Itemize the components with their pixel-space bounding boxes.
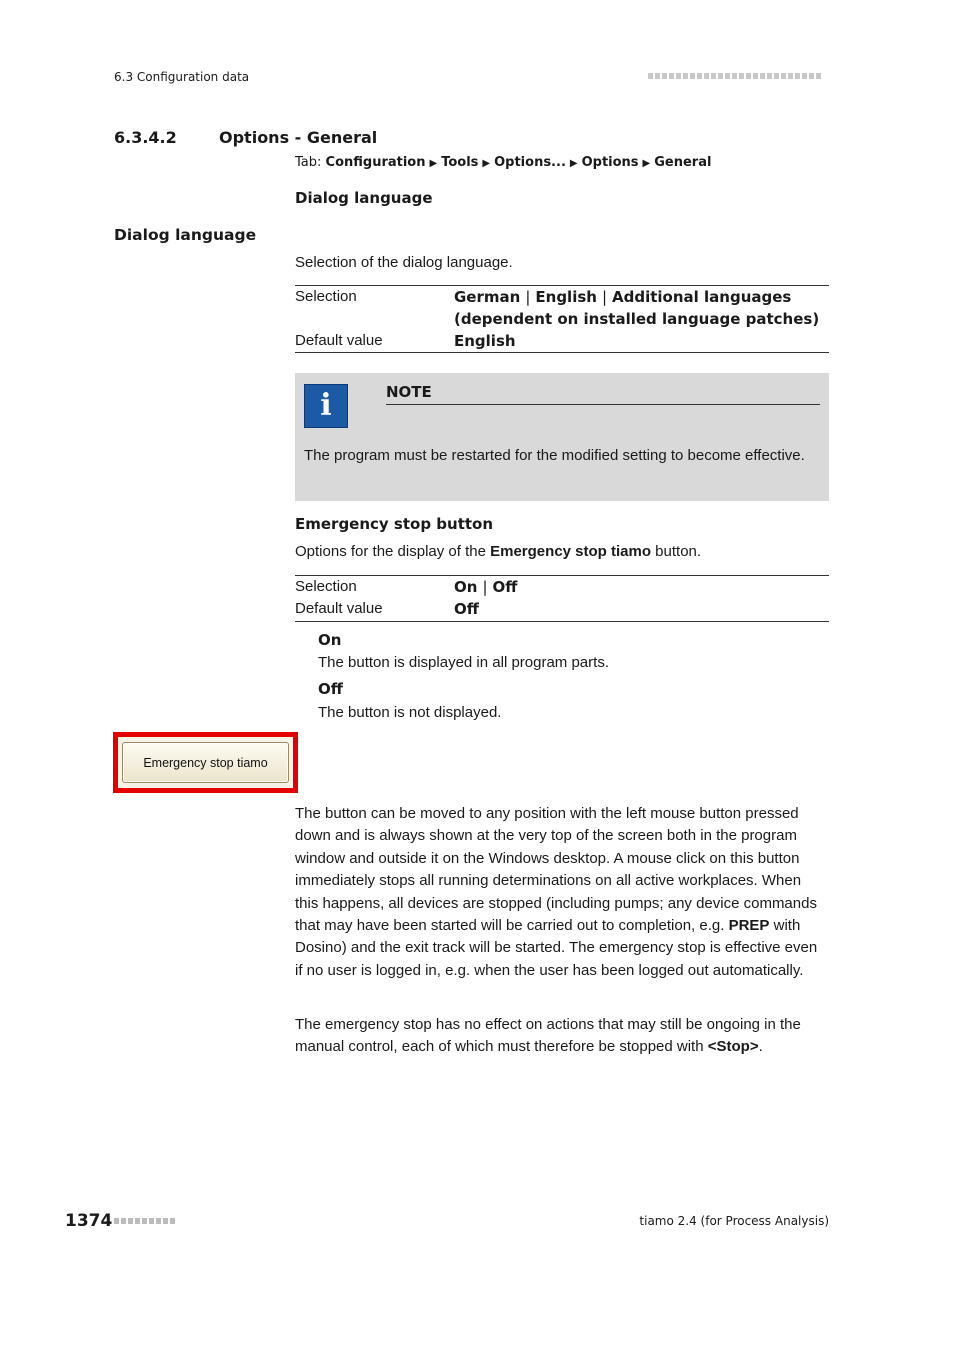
emergency-stop-screenshot (113, 732, 298, 793)
tab-path (295, 155, 711, 170)
tab-path-prefix: Tab: (295, 155, 322, 170)
selection-label: Selection (295, 288, 357, 305)
table-row (295, 576, 829, 598)
table-row (295, 330, 829, 352)
selection-note: (dependent on installed language patches) (454, 310, 820, 328)
note-text: The program must be restarted for the modified setting to become effective. (304, 447, 805, 464)
info-icon: i (304, 384, 348, 428)
option-desc-on: The button is displayed in all program parts. (318, 654, 609, 671)
selection-value: On (454, 578, 478, 596)
footer-decoration (114, 1218, 175, 1224)
table-row (295, 286, 829, 308)
tab-path-separator: ▶ (429, 158, 438, 169)
tab-path-separator: ▶ (642, 158, 651, 169)
tab-path-item: Configuration (325, 155, 426, 170)
note-title: NOTE (386, 383, 820, 405)
selection-value: Off (492, 578, 518, 596)
emergency-stop-heading: Emergency stop button (295, 515, 494, 533)
selection-value: German (454, 288, 521, 306)
selection-value: Additional languages (612, 288, 792, 306)
emergency-stop-paragraph-2: The emergency stop has no effect on actions that may still be ongoing in the manual control, each of which must therefore be stopped with <Stop>. (295, 1016, 801, 1056)
emergency-stop-paragraph-1: The button can be moved to any position with the left mouse button pressed down and is always shown at the very top of the screen both in the program window and outside it on the Windows desktop. A mouse click on this button immediately stops all running determinations on all active workplaces. When this happens, all devices are stopped (including pumps; any device commands that may have been started will be carried out to completion, e.g. PREP with Dosino) and the exit track will be started. The emergency stop is effective even if no user is logged in, e.g. when the user has been logged out automatically. (295, 805, 818, 979)
running-header: 6.3 Configuration data (114, 70, 250, 84)
default-label: Default value (295, 600, 383, 617)
default-value: English (454, 332, 516, 350)
emergency-stop-parameter-table (295, 575, 829, 622)
tab-path-item: Tools (441, 155, 479, 170)
tab-path-item: General (654, 155, 712, 170)
selection-values: German | English | Additional languages (454, 288, 792, 306)
page-number: 1374 (65, 1211, 113, 1231)
selection-value: English (535, 288, 597, 306)
tab-path-separator: ▶ (569, 158, 578, 169)
default-label: Default value (295, 332, 383, 349)
option-term-on: On (318, 631, 342, 649)
dialog-language-description: Selection of the dialog language. (295, 254, 513, 271)
header-decoration (648, 73, 821, 79)
note-box (295, 373, 829, 501)
table-row (295, 308, 829, 330)
option-desc-off: The button is not displayed. (318, 704, 502, 721)
selection-label: Selection (295, 578, 357, 595)
section-number: 6.3.4.2 (114, 128, 177, 147)
tab-path-item: Options (581, 155, 639, 170)
emergency-stop-button[interactable]: Emergency stop tiamo (122, 742, 289, 783)
tab-path-item: Options... (494, 155, 566, 170)
section-title: Options - General (219, 128, 378, 147)
selection-values: On | Off (454, 578, 518, 596)
dialog-language-margin-heading: Dialog language (114, 226, 257, 244)
dialog-language-heading: Dialog language (295, 189, 433, 207)
table-row (295, 598, 829, 620)
product-name: tiamo 2.4 (for Process Analysis) (639, 1214, 829, 1228)
emergency-stop-description: Options for the display of the Emergency stop tiamo button. (295, 543, 702, 560)
tab-path-separator: ▶ (482, 158, 491, 169)
default-value: Off (454, 600, 479, 618)
dialog-language-parameter-table (295, 285, 829, 353)
option-term-off: Off (318, 680, 343, 698)
